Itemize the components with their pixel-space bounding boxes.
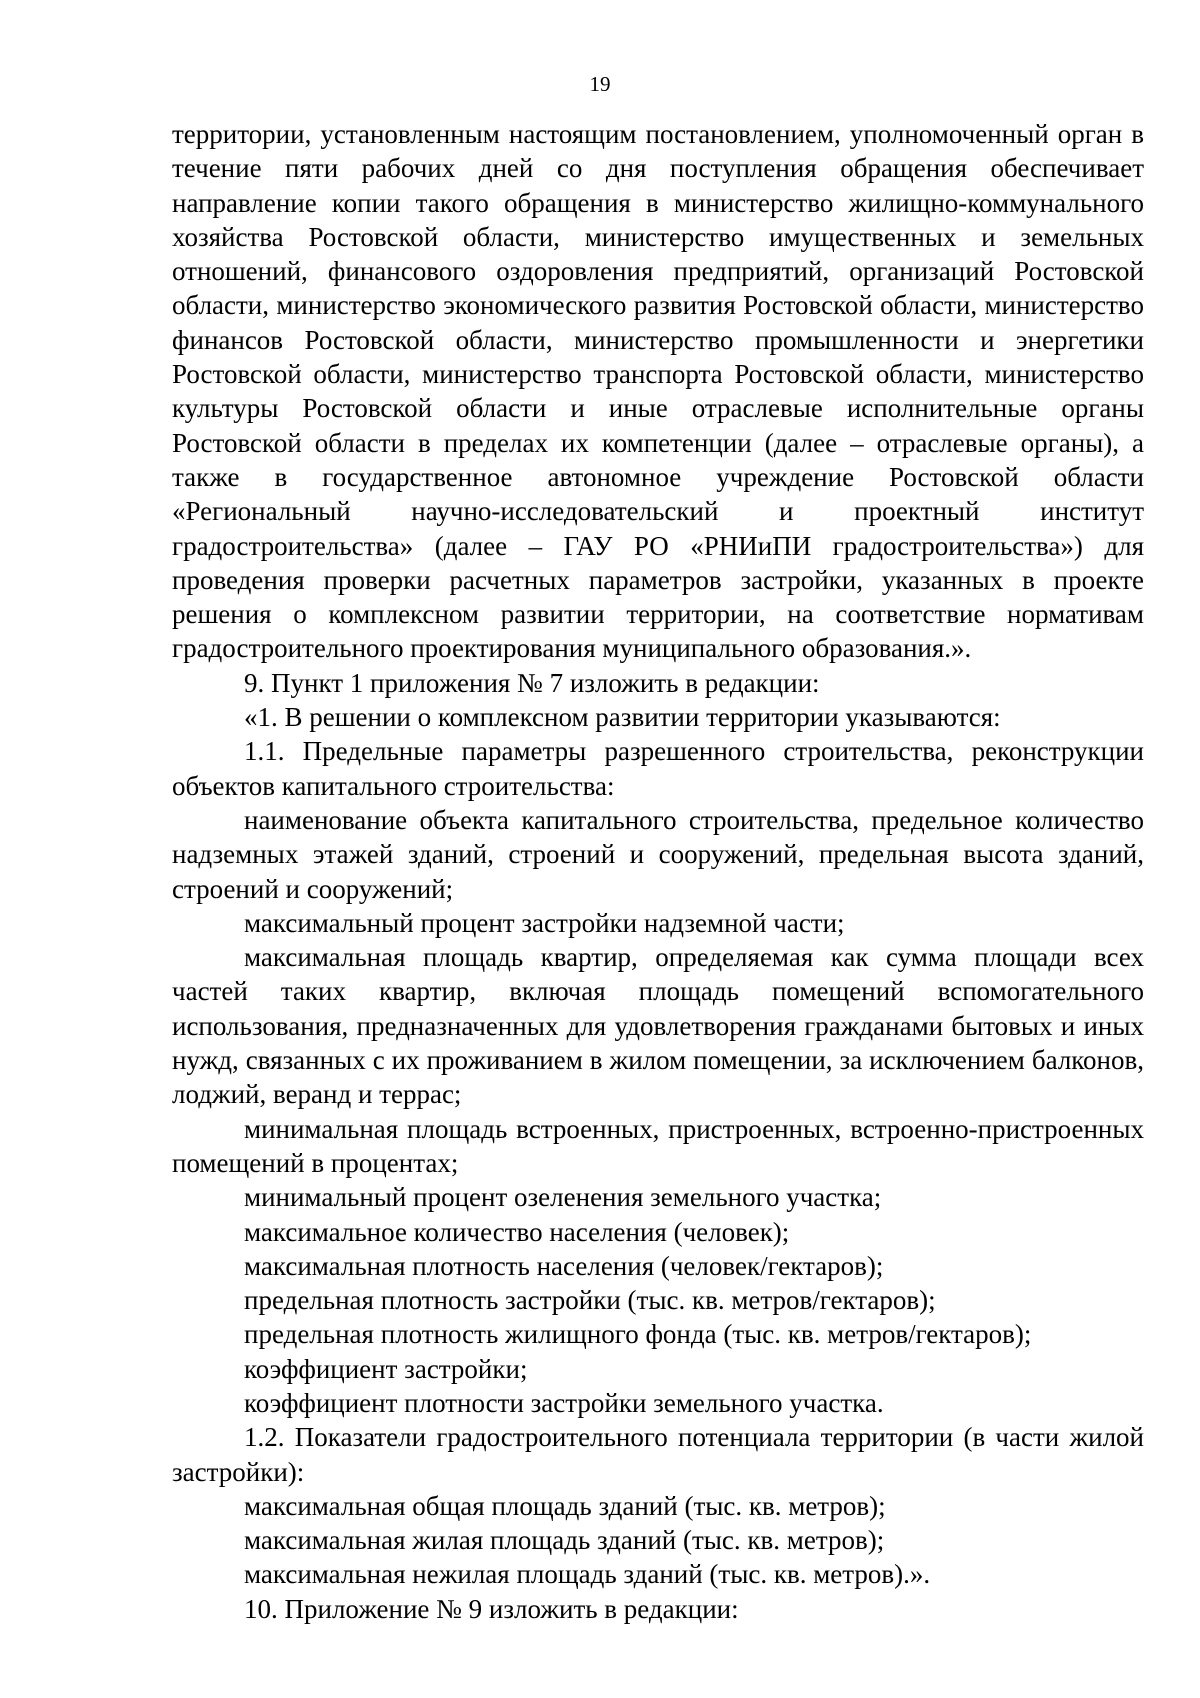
document-body bbox=[172, 117, 1144, 1626]
paragraph-density-coefficient: коэффициент плотности застройки земельного участка. bbox=[244, 1387, 884, 1418]
paragraph-max-total-area: максимальная общая площадь зданий (тыс. кв. метров); bbox=[244, 1490, 886, 1521]
paragraph-max-apartment-area: максимальная площадь квартир, определяемая как сумма площади всех частей таких квартир, включая площадь помещений вспомогательного использования, предназначенных для удовлетворения гражданами бытовых и иных нужд, связанных с их проживанием в жилом помещении, за исключением балконов, лоджий, веранд и террас; bbox=[172, 942, 1144, 1110]
paragraph-continuation: территории, установленным настоящим постановлением, уполномоченный орган в течение пяти рабочих дней со дня поступления обращения обеспечивает направление копии такого обращения в министерство жилищно-коммунального хозяйства Ростовской области, министерство имущественных и земельных отношений, финансового оздоровления предприятий, организаций Ростовской области, министерство экономического развития Ростовской области, министерство финансов Ростовской области, министерство промышленности и энергетики Ростовской области, министерство транспорта Ростовской области, министерство культуры Ростовской области и иные отраслевые исполнительные органы Ростовской области в пределах их компетенции (далее – отраслевые органы), а также в государственное автономное учреждение Ростовской области «Региональный научно-исследовательский и проектный институт градостроительства» (далее – ГАУ РО «РНИиПИ градостроительства») для проведения проверки расчетных параметров застройки, указанных в проекте решения о комплексном развитии территории, на соответствие нормативам градостроительного проектирования муниципального образования.». bbox=[172, 119, 1144, 664]
paragraph-item-10: 10. Приложение № 9 изложить в редакции: bbox=[244, 1593, 739, 1624]
paragraph-build-density: предельная плотность застройки (тыс. кв. метров/гектаров); bbox=[244, 1285, 936, 1316]
paragraph-max-build-percent: максимальный процент застройки надземной части; bbox=[244, 907, 845, 938]
paragraph-item-9: 9. Пункт 1 приложения № 7 изложить в редакции: bbox=[244, 667, 820, 698]
paragraph-max-nonliving-area: максимальная нежилая площадь зданий (тыс. кв. метров).». bbox=[244, 1559, 931, 1590]
paragraph-max-population: максимальное количество населения (человек); bbox=[244, 1216, 790, 1247]
paragraph-clause-1: «1. В решении о комплексном развитии территории указываются: bbox=[244, 702, 1001, 733]
paragraph-object-name: наименование объекта капитального строительства, предельное количество надземных этажей зданий, строений и сооружений, предельная высота зданий, строений и сооружений; bbox=[172, 804, 1144, 904]
paragraph-min-greening: минимальный процент озеленения земельного участка; bbox=[244, 1182, 882, 1213]
paragraph-build-coefficient: коэффициент застройки; bbox=[244, 1353, 528, 1384]
paragraph-max-population-density: максимальная плотность населения (человек/гектаров); bbox=[244, 1250, 884, 1281]
paragraph-clause-1-1: 1.1. Предельные параметры разрешенного строительства, реконструкции объектов капитального строительства: bbox=[172, 736, 1144, 801]
paragraph-min-built-in-area: минимальная площадь встроенных, пристроенных, встроенно-пристроенных помещений в процентах; bbox=[172, 1113, 1144, 1178]
page-number: 19 bbox=[589, 72, 611, 96]
paragraph-max-living-area: максимальная жилая площадь зданий (тыс. кв. метров); bbox=[244, 1525, 885, 1556]
paragraph-clause-1-2: 1.2. Показатели градостроительного потенциала территории (в части жилой застройки): bbox=[172, 1422, 1144, 1487]
paragraph-housing-density: предельная плотность жилищного фонда (тыс. кв. метров/гектаров); bbox=[244, 1319, 1032, 1350]
